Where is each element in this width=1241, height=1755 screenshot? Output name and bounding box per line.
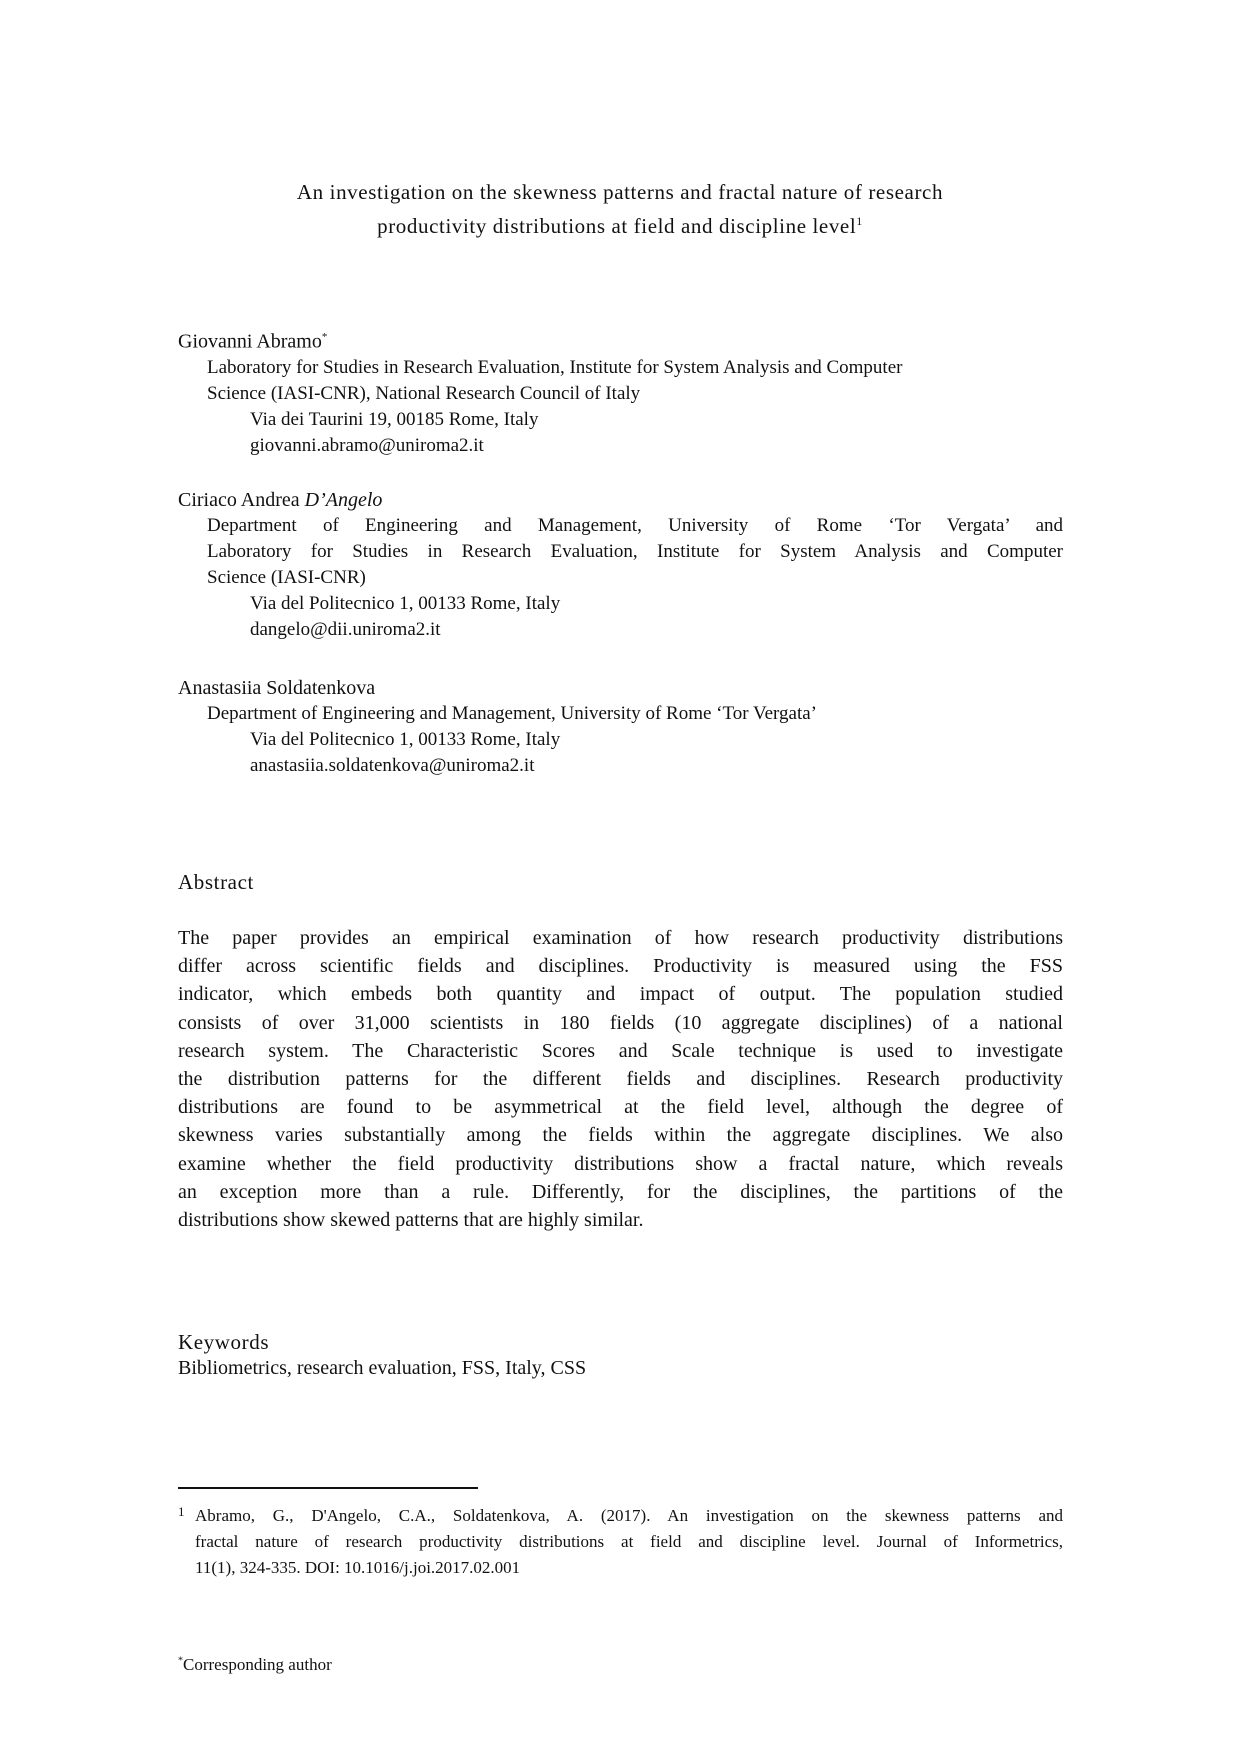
footnote-line: 11(1), 324-335. DOI: 10.1016/j.joi.2017.02.001 <box>195 1558 521 1577</box>
author-surname-italic: D’Angelo <box>304 489 383 511</box>
paper-title <box>150 178 1090 241</box>
title-line-2-text: productivity distributions at field and discipline level <box>377 214 857 238</box>
author-email[interactable]: anastasiia.soldatenkova@uniroma2.it <box>250 755 535 776</box>
corresponding-mark: * <box>321 331 328 343</box>
footnote-line: Abramo, G., D'Angelo, C.A., Soldatenkova, A. (2017). An investigation on the skewness patterns and <box>195 1506 1063 1525</box>
abstract-line: research system. The Characteristic Scores and Scale technique is used to investigate <box>178 1039 1063 1062</box>
author-block-1 <box>178 324 1063 459</box>
title-footnote-mark: 1 <box>856 214 863 228</box>
footnote <box>178 1503 1063 1581</box>
author-address: Via del Politecnico 1, 00133 Rome, Italy <box>250 593 561 614</box>
abstract-line: indicator, which embeds both quantity and impact of output. The population studied <box>178 983 1063 1006</box>
corresponding-text: Corresponding author <box>183 1655 332 1674</box>
author-name <box>178 324 1063 355</box>
affiliation-line: Department of Engineering and Management, University of Rome ‘Tor Vergata’ and <box>207 515 1063 536</box>
author-email[interactable]: dangelo@dii.uniroma2.it <box>250 619 441 640</box>
abstract-line: distributions show skewed patterns that are highly similar. <box>178 1209 644 1232</box>
author-block-2 <box>178 487 1063 643</box>
abstract-line: differ across scientific fields and disciplines. Productivity is measured using the FSS <box>178 955 1063 978</box>
abstract-line: the distribution patterns for the different fields and disciplines. Research productivity <box>178 1068 1063 1091</box>
footnote-line: fractal nature of research productivity distributions at field and discipline level. Journal of Informetrics, <box>195 1532 1063 1551</box>
affiliation-line: Science (IASI-CNR) <box>207 567 366 588</box>
abstract-line: an exception more than a rule. Differently, for the disciplines, the partitions of the <box>178 1180 1063 1203</box>
author-email[interactable]: giovanni.abramo@uniroma2.it <box>250 434 484 456</box>
keywords-heading: Keywords <box>178 1330 270 1354</box>
abstract-line: skewness varies substantially among the fields within the aggregate disciplines. We also <box>178 1124 1063 1147</box>
author-name-text: Giovanni Abramo <box>178 330 322 353</box>
abstract-body <box>178 924 1063 1234</box>
abstract-line: The paper provides an empirical examination of how research productivity distributions <box>178 927 1063 949</box>
title-line-1: An investigation on the skewness patterns and fractal nature of research <box>296 180 944 204</box>
footnote-divider <box>178 1487 478 1489</box>
abstract-heading: Abstract <box>178 870 254 894</box>
author-address: Via dei Taurini 19, 00185 Rome, Italy <box>250 408 539 430</box>
corresponding-mark: * <box>178 1655 183 1667</box>
abstract-line: examine whether the field productivity distributions show a fractal nature, which reveals <box>178 1152 1063 1175</box>
author-name <box>178 487 1063 513</box>
footnote-mark: 1 <box>178 1504 185 1519</box>
author-address: Via del Politecnico 1, 00133 Rome, Italy <box>250 729 561 750</box>
author-block-3 <box>178 675 1063 779</box>
affiliation-line: Department of Engineering and Management, University of Rome ‘Tor Vergata’ <box>207 703 818 724</box>
abstract-line: consists of over 31,000 scientists in 180 fields (10 aggregate disciplines) of a national <box>178 1011 1063 1034</box>
affiliation-line: Laboratory for Studies in Research Evaluation, Institute for System Analysis and Computer <box>207 541 1063 562</box>
title-line-2 <box>150 207 1090 241</box>
keywords-list: Bibliometrics, research evaluation, FSS, Italy, CSS <box>178 1357 587 1379</box>
corresponding-author-note <box>178 1655 332 1675</box>
affiliation-line: Laboratory for Studies in Research Evaluation, Institute for System Analysis and Computer <box>207 356 903 378</box>
abstract-line: distributions are found to be asymmetrical at the field level, although the degree of <box>178 1096 1063 1119</box>
author-name-text: Ciriaco Andrea <box>178 489 305 511</box>
author-name: Anastasiia Soldatenkova <box>178 677 376 699</box>
affiliation-line: Science (IASI-CNR), National Research Council of Italy <box>207 382 641 404</box>
